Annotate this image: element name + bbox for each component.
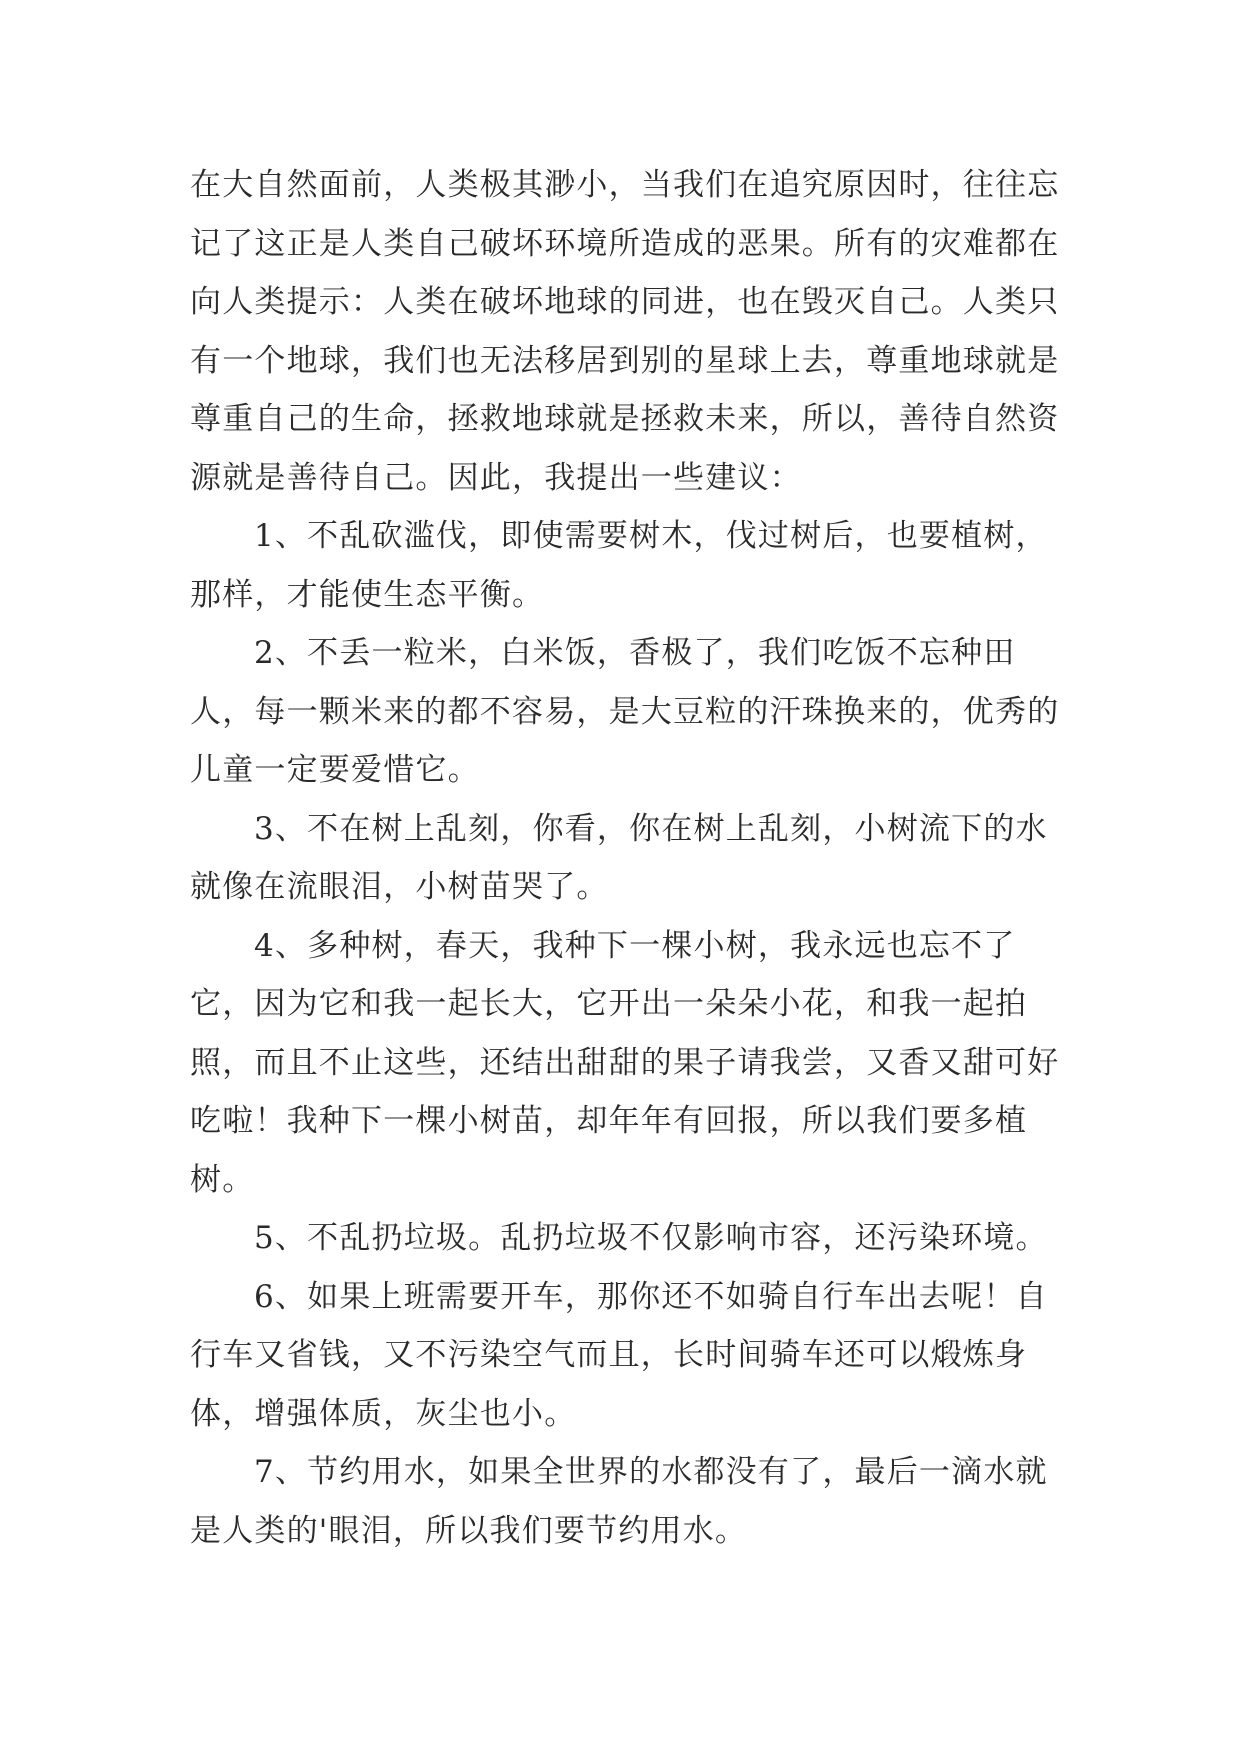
suggestion-4-paragraph: 4、多种树，春天，我种下一棵小树，我永远也忘不了它，因为它和我一起长大，它开出一朵朵小花，和我一起拍照，而且不止这些，还结出甜甜的果子请我尝，又香又甜可好吃啦！我种下一棵小树苗，却年年有回报，所以我们要多植树。 (190, 927, 1060, 1198)
document-body (190, 156, 1060, 1560)
suggestion-5-paragraph: 5、不乱扔垃圾。乱扔垃圾不仅影响市容，还污染环境。 (254, 1220, 1048, 1256)
suggestion-7-paragraph: 7、节约用水，如果全世界的水都没有了，最后一滴水就是人类的'眼泪，所以我们要节约用水。 (190, 1454, 1048, 1549)
intro-paragraph: 在大自然面前，人类极其渺小，当我们在追究原因时，往往忘记了这正是人类自己破坏环境所造成的恶果。所有的灾难都在向人类提示：人类在破坏地球的同进，也在毁灭自己。人类只有一个地球，我们也无法移居到别的星球上去，尊重地球就是尊重自己的生命，拯救地球就是拯救未来，所以，善待自然资源就是善待自己。因此，我提出一些建议： (190, 167, 1060, 496)
suggestion-2-paragraph: 2、不丢一粒米，白米饭，香极了，我们吃饭不忘种田人，每一颗米来的都不容易，是大豆粒的汗珠换来的，优秀的儿童一定要爱惜它。 (190, 635, 1060, 788)
suggestion-3-paragraph: 3、不在树上乱刻，你看，你在树上乱刻，小树流下的水就像在流眼泪，小树苗哭了。 (190, 810, 1048, 905)
suggestion-6-paragraph: 6、如果上班需要开车，那你还不如骑自行车出去呢！自行车又省钱，又不污染空气而且，长时间骑车还可以煅炼身体，增强体质，灰尘也小。 (190, 1278, 1048, 1432)
suggestion-1-paragraph: 1、不乱砍滥伐，即使需要树木，伐过树后，也要植树，那样，才能使生态平衡。 (190, 518, 1048, 613)
